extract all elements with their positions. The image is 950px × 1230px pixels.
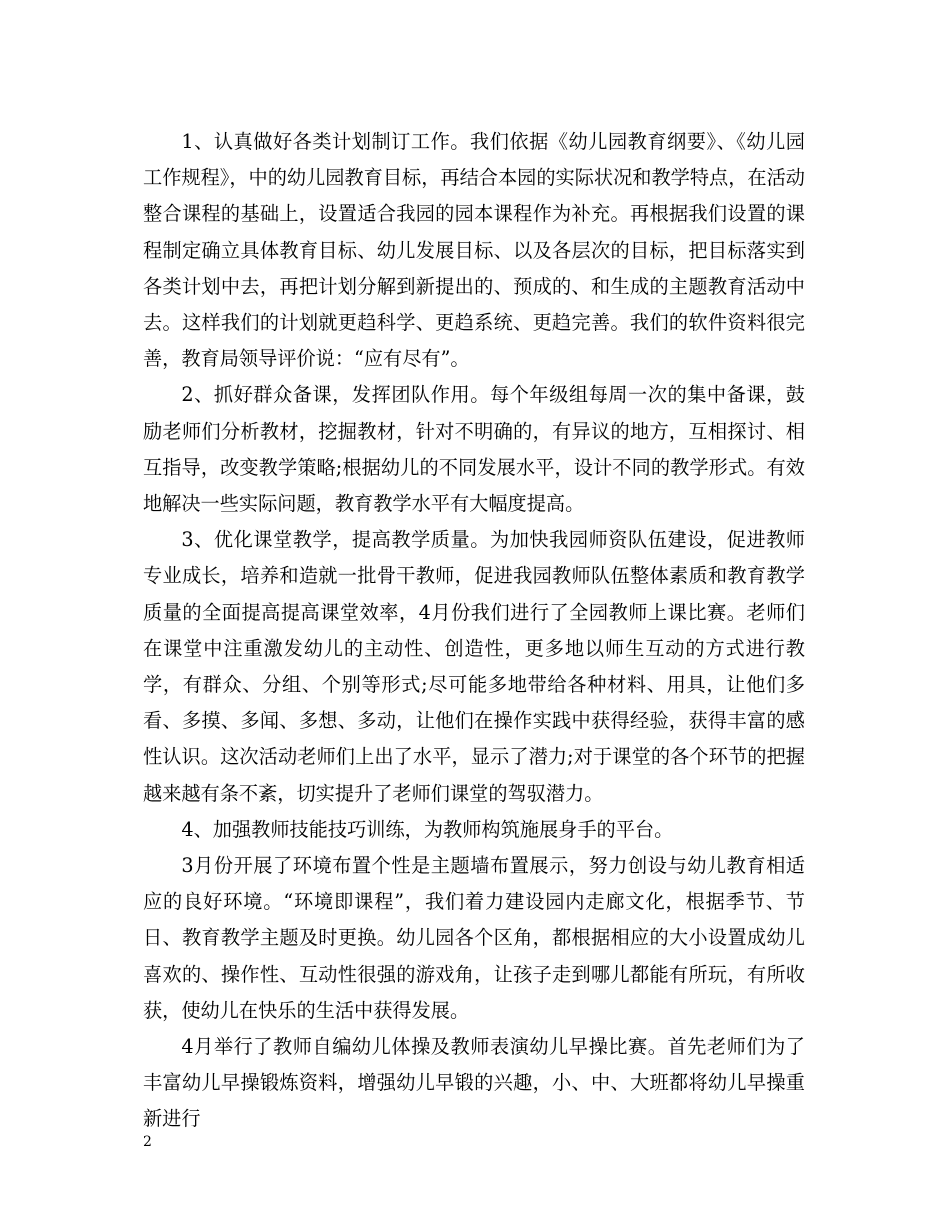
paragraph-4: 4、加强教师技能技巧训练，为教师构筑施展身手的平台。: [181, 817, 674, 841]
paragraph-2: 2、抓好群众备课，发挥团队作用。每个年级组每周一次的集中备课，鼓励老师们分析教材，挖掘教材，针对不明确的，有异议的地方，互相探讨、相互指导，改变教学策略;根据幼儿的不同发展水平，设计不同的教学形式。有效地解决一些实际问题，教育教学水平有大幅度提高。: [143, 383, 805, 516]
paragraph-5: 3月份开展了环境布置个性是主题墙布置展示，努力创设与幼儿教育相适应的良好环境。“环境即课程”，我们着力建设园内走廊文化，根据季节、节日、教育教学主题及时更换。幼儿园各个区角，都根据相应的大小设置成幼儿喜欢的、操作性、互动性很强的游戏角，让孩子走到哪儿都能有所玩，有所收获，使幼儿在快乐的生活中获得发展。: [143, 854, 805, 1022]
document-body: [143, 124, 805, 1138]
paragraph-3: 3、优化课堂教学，提高教学质量。为加快我园师资队伍建设，促进教师专业成长，培养和造就一批骨干教师，促进我园教师队伍整体素质和教育教学质量的全面提高提高课堂效率，4月份我们进行了全园教师上课比赛。老师们在课堂中注重激发幼儿的主动性、创造性，更多地以师生互动的方式进行教学，有群众、分组、个别等形式;尽可能多地带给各种材料、用具，让他们多看、多摸、多闻、多想、多动，让他们在操作实践中获得经验，获得丰富的感性认识。这次活动老师们上出了水平，显示了潜力;对于课堂的各个环节的把握越来越有条不紊，切实提升了老师们课堂的驾驭潜力。: [143, 528, 805, 805]
paragraph-6: 4月举行了教师自编幼儿体操及教师表演幼儿早操比赛。首先老师们为了丰富幼儿早操锻炼资料，增强幼儿早锻的兴趣，小、中、大班都将幼儿早操重新进行: [143, 1035, 805, 1131]
paragraph-1: 1、认真做好各类计划制订工作。我们依据《幼儿园教育纲要》、《幼儿园工作规程》，中的幼儿园教育目标，再结合本园的实际状况和教学特点，在活动整合课程的基础上，设置适合我园的园本课程作为补充。再根据我们设置的课程制定确立具体教育目标、幼儿发展目标、以及各层次的目标，把目标落实到各类计划中去，再把计划分解到新提出的、预成的、和生成的主题教育活动中去。这样我们的计划就更趋科学、更趋系统、更趋完善。我们的软件资料很完善，教育局领导评价说：“应有尽有”。: [143, 130, 805, 371]
page-number: 2: [143, 1134, 152, 1150]
